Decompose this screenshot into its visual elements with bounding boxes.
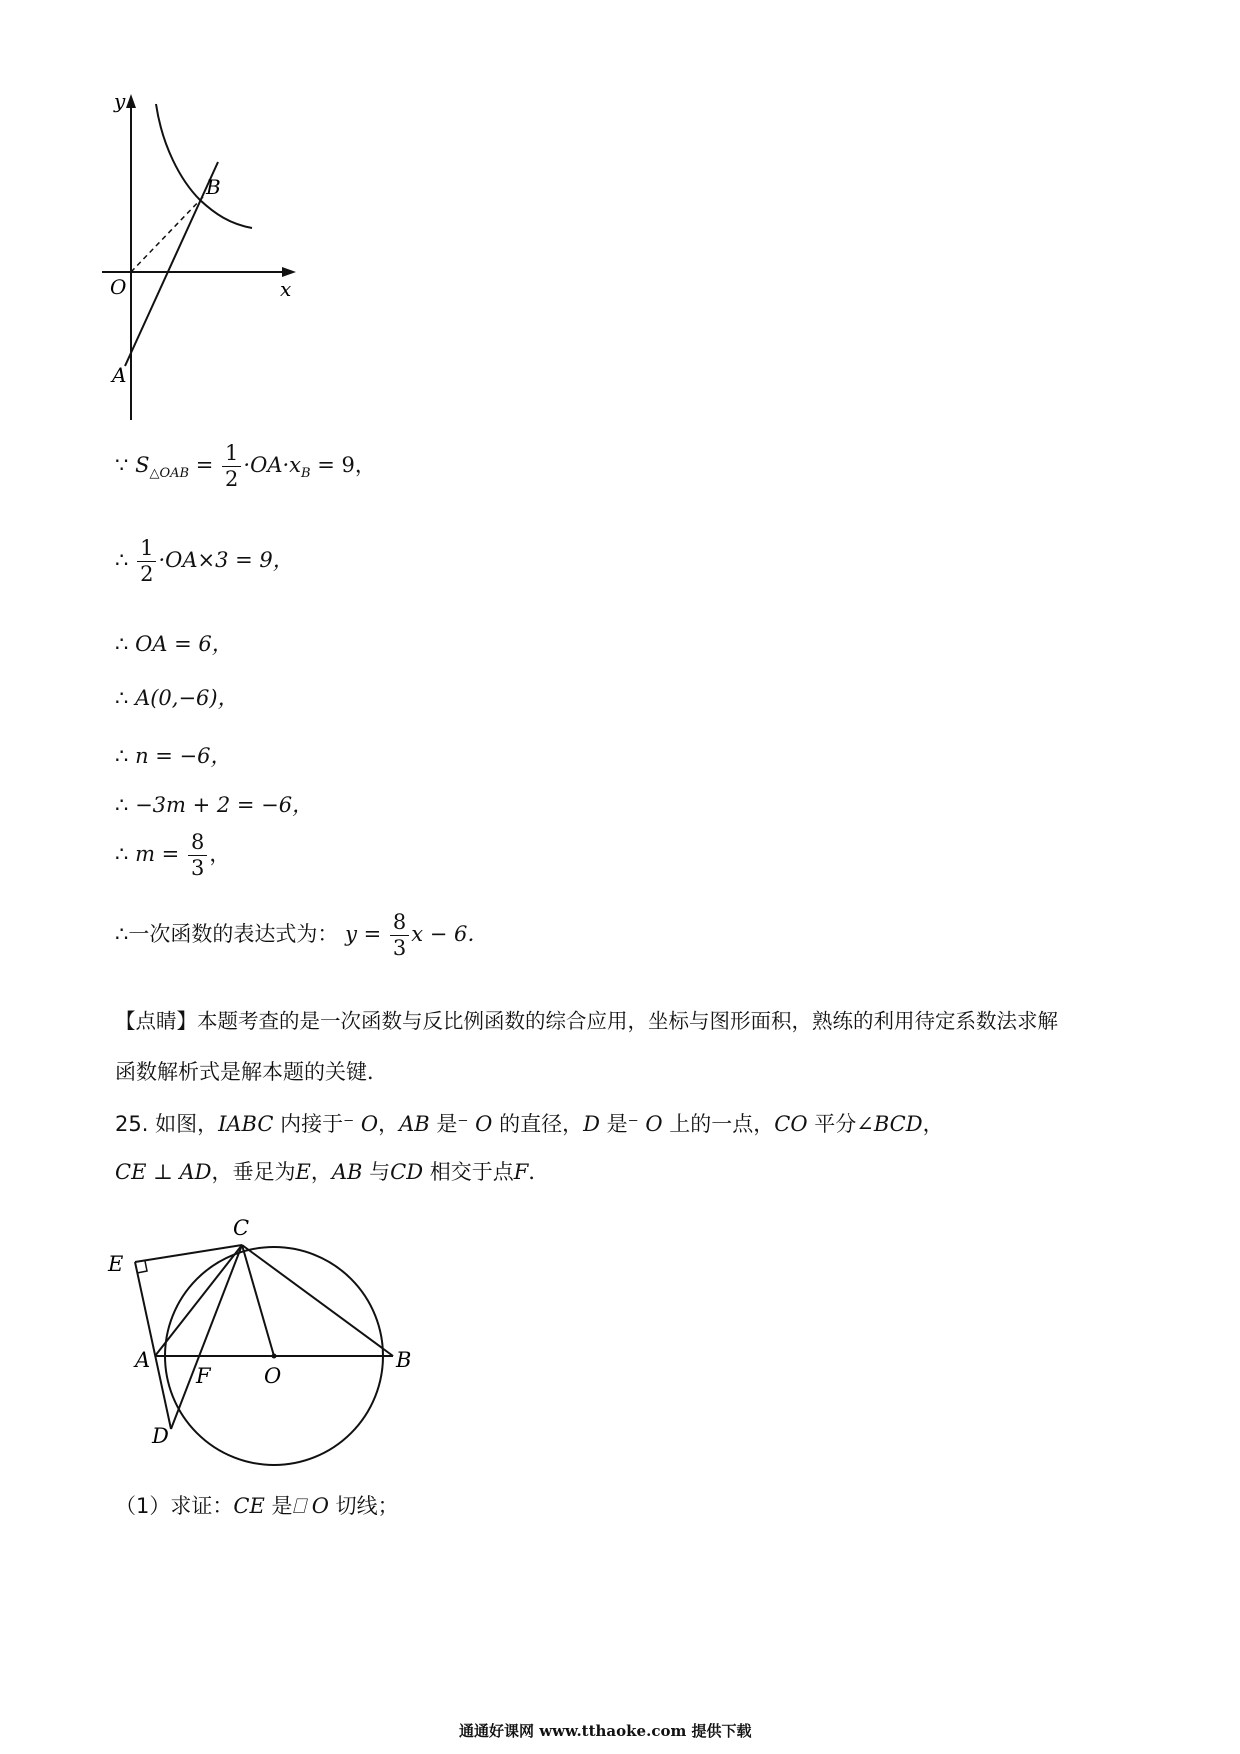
page-footer: 通通好课网 www.tthaoke.com 提供下载 — [459, 1722, 752, 1740]
area-subscript: △OAB — [149, 466, 190, 481]
step-7-lhs: m = — [135, 842, 180, 866]
therefore-symbol: ∴ — [115, 842, 129, 866]
step-6 — [115, 789, 313, 819]
therefore-symbol: ∴ — [115, 548, 129, 572]
area-symbol: S — [135, 453, 150, 477]
step-1-result: = 9， — [317, 453, 376, 477]
fraction-eight-thirds: $\frac{8}{3}$ — [390, 912, 409, 959]
step-8 — [115, 912, 488, 959]
step-8-chinese-text: 一次函数的表达式为： — [128, 922, 339, 946]
step-3-expression: OA = 6， — [135, 632, 233, 656]
label-x: x — [280, 277, 292, 301]
step-2 — [115, 538, 294, 585]
step-7-tail: ， — [209, 842, 231, 866]
fraction-half: $\frac{1}{2}$ — [137, 538, 156, 585]
step-1 — [115, 443, 376, 490]
label-a: A — [112, 363, 127, 387]
segment-cd — [171, 1245, 242, 1429]
dashed-segment-ob — [131, 197, 203, 272]
label-b: B — [396, 1348, 412, 1372]
step-4 — [115, 682, 239, 712]
x-subscript: B — [301, 466, 311, 481]
y-axis-arrow — [126, 94, 136, 108]
step-8-lhs: y = — [345, 922, 382, 946]
segment-ec — [135, 1245, 242, 1262]
question-1: （1）求证：CE 是⎕ O 切线； — [115, 1494, 399, 1518]
segment-cb — [242, 1245, 393, 1356]
step-7 — [115, 832, 230, 879]
right-angle-mark — [137, 1261, 147, 1273]
hyperbola-curve — [156, 104, 252, 228]
label-o: O — [110, 275, 127, 299]
label-b: B — [206, 175, 221, 199]
fraction-half: $\frac{1}{2}$ — [222, 443, 241, 490]
problem-25-line-1: 25. 如图，ΙABC 内接于⁻ O，AB 是⁻ O 的直径，D 是⁻ O 上的一点，CO 平分∠BCD， — [115, 1112, 944, 1136]
label-c: C — [233, 1216, 250, 1240]
step-5 — [115, 740, 232, 770]
label-a: A — [135, 1348, 151, 1372]
step-8-tail: x − 6． — [411, 922, 489, 946]
segment-ca — [155, 1245, 242, 1356]
x-axis-arrow — [282, 267, 296, 277]
label-o: O — [264, 1364, 282, 1388]
figure-coordinate-graph — [100, 90, 340, 420]
label-e: E — [108, 1252, 124, 1276]
fraction-eight-thirds: $\frac{8}{3}$ — [188, 832, 207, 879]
problem-25-line-2: CE ⊥ AD，垂足为E，AB 与CD 相交于点F． — [115, 1160, 550, 1184]
therefore-symbol: ∴ — [115, 632, 129, 656]
therefore-symbol: ∴ — [115, 686, 129, 710]
label-y: y — [114, 90, 126, 113]
point-o — [272, 1354, 277, 1359]
therefore-symbol: ∴ — [115, 744, 129, 768]
step-1-expression: ·OA·x — [243, 453, 301, 477]
therefore-symbol: ∴ — [115, 793, 129, 817]
step-6-expression: −3m + 2 = −6， — [135, 793, 314, 817]
because-symbol: ∵ — [115, 453, 129, 477]
step-2-expression: ·OA×3 = 9， — [158, 548, 294, 572]
equals-sign: = — [195, 453, 214, 477]
comment-line-1: 【点睛】本题考查的是一次函数与反比例函数的综合应用，坐标与图形面积，熟练的利用待定系数法求解 — [115, 1009, 1058, 1033]
label-d: D — [152, 1424, 169, 1448]
step-4-expression: A(0,−6)， — [135, 686, 239, 710]
step-3 — [115, 628, 233, 658]
therefore-symbol: ∴ — [115, 922, 129, 946]
figure-circle-geometry — [100, 1195, 430, 1475]
comment-line-2: 函数解析式是解本题的关键． — [115, 1060, 388, 1084]
segment-co — [242, 1245, 274, 1356]
step-5-expression: n = −6， — [135, 744, 232, 768]
label-f: F — [196, 1364, 211, 1388]
